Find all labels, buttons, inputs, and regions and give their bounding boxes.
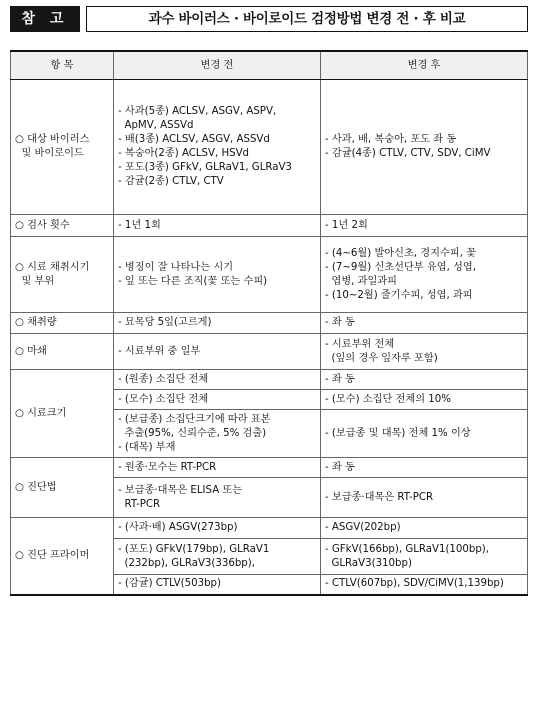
table-row	[11, 518, 528, 539]
before-cell	[114, 539, 321, 575]
after-cell	[321, 478, 528, 518]
cell-line: - (감귤) CTLV(503bp)	[118, 578, 221, 590]
table-header-row	[11, 51, 528, 80]
cell-line: ApMV, ASSVd	[118, 120, 194, 131]
row-item-cell	[11, 458, 114, 518]
cell-line: - (7~9월) 신초선단부 유엽, 성엽,	[325, 261, 476, 273]
table-body	[11, 80, 528, 595]
cell-line: 엽병, 과일과피	[325, 275, 397, 287]
after-cell	[321, 458, 528, 478]
table-row	[11, 80, 528, 215]
cell-line: (232bp), GLRaV3(336bp),	[118, 557, 255, 569]
cell-line: - (원종) 소집단 전체	[118, 373, 209, 385]
document-header	[10, 6, 528, 32]
table-row	[11, 215, 528, 237]
document-title: 과수 바이러스 · 바이로이드 검정방법 변경 전 · 후 비교	[86, 6, 528, 32]
cell-line: - 보급종·대목은 ELISA 또는	[118, 484, 243, 496]
before-cell	[114, 215, 321, 237]
cell-line: - 포도(3종) GFkV, GLRaV1, GLRaV3	[118, 162, 292, 173]
row-item-cell	[11, 80, 114, 215]
before-cell	[114, 478, 321, 518]
row-item-cell	[11, 518, 114, 595]
cell-line: - 1년 1회	[118, 219, 161, 231]
cell-line: - (보급종 및 대목) 전체 1% 이상	[325, 427, 471, 439]
cell-line: 및 부위	[15, 275, 55, 287]
after-cell	[321, 518, 528, 539]
cell-line: ○ 채취량	[15, 317, 57, 328]
after-cell	[321, 215, 528, 237]
cell-line: - 잎 또는 다른 조직(꽃 또는 수피)	[118, 275, 268, 287]
before-cell	[114, 334, 321, 370]
cell-line: - (보급종) 소집단크기에 따라 표본	[118, 413, 271, 425]
cell-line: - 보급종·대목은 RT-PCR	[325, 491, 434, 503]
cell-line: - 병징이 잘 나타나는 시기	[118, 261, 234, 273]
cell-line: - 원종·모수는 RT-PCR	[118, 461, 217, 473]
after-cell	[321, 334, 528, 370]
cell-line: ○ 시료크기	[15, 407, 67, 419]
table-row	[11, 458, 528, 478]
cell-line: - ASGV(202bp)	[325, 522, 401, 533]
before-cell	[114, 518, 321, 539]
cell-line: - (포도) GFkV(179bp), GLRaV1	[118, 543, 270, 555]
cell-line: ○ 검사 횟수	[15, 219, 70, 231]
after-cell	[321, 410, 528, 458]
after-cell	[321, 80, 528, 215]
cell-line: GLRaV3(310bp)	[325, 557, 412, 569]
table-row	[11, 237, 528, 313]
before-cell	[114, 313, 321, 334]
cell-line: ○ 마쇄	[15, 345, 47, 357]
cell-line: 및 바이로이드	[15, 148, 84, 159]
cell-line: - (4~6월) 발아신초, 경지수피, 꽃	[325, 247, 476, 259]
cell-line: - 시료부위 전체	[325, 338, 395, 350]
cell-line: RT-PCR	[118, 498, 161, 510]
table-row	[11, 313, 528, 334]
cell-line: - 묘목당 5잎(고르게)	[118, 317, 212, 328]
header-after: 변경 후	[321, 51, 528, 80]
reference-tag: 참 고	[10, 6, 80, 32]
cell-line: ○ 진단법	[15, 481, 57, 493]
before-cell	[114, 370, 321, 390]
cell-line: - GFkV(166bp), GLRaV1(100bp),	[325, 543, 490, 555]
cell-line: - (모수) 소집단 전체의 10%	[325, 393, 451, 405]
before-cell	[114, 80, 321, 215]
row-item-cell	[11, 237, 114, 313]
table-row	[11, 334, 528, 370]
before-cell	[114, 410, 321, 458]
cell-line: - 좌 동	[325, 317, 355, 328]
cell-line: - (사과·배) ASGV(273bp)	[118, 522, 238, 533]
comparison-table	[10, 50, 528, 596]
cell-line: - 사과, 배, 복숭아, 포도 좌 동	[325, 134, 457, 145]
header-before: 변경 전	[114, 51, 321, 80]
cell-line: - 감귤(2종) CTLV, CTV	[118, 176, 224, 187]
cell-line: - 좌 동	[325, 461, 355, 473]
before-cell	[114, 575, 321, 595]
cell-line: - 사과(5종) ACLSV, ASGV, ASPV,	[118, 106, 277, 117]
cell-line: - 복숭아(2종) ACLSV, HSVd	[118, 148, 250, 159]
before-cell	[114, 237, 321, 313]
after-cell	[321, 575, 528, 595]
after-cell	[321, 313, 528, 334]
header-item: 항 목	[11, 51, 114, 80]
cell-line: - (대목) 부재	[118, 441, 176, 453]
cell-line: - 배(3종) ACLSV, ASGV, ASSVd	[118, 134, 270, 145]
cell-line: - 좌 동	[325, 373, 355, 385]
before-cell	[114, 390, 321, 410]
cell-line: ○ 대상 바이러스	[15, 134, 90, 145]
after-cell	[321, 539, 528, 575]
table-row	[11, 370, 528, 390]
after-cell	[321, 370, 528, 390]
cell-line: - 감귤(4종) CTLV, CTV, SDV, CiMV	[325, 148, 491, 159]
cell-line: ○ 시료 채취시기	[15, 261, 90, 273]
cell-line: 추출(95%, 신뢰수준, 5% 검출)	[118, 427, 267, 439]
after-cell	[321, 237, 528, 313]
cell-line: - (10~2월) 줄기수피, 성엽, 과피	[325, 289, 473, 301]
cell-line: - 시료부위 중 일부	[118, 345, 201, 357]
row-item-cell	[11, 334, 114, 370]
after-cell	[321, 390, 528, 410]
row-item-cell	[11, 313, 114, 334]
row-item-cell	[11, 215, 114, 237]
row-item-cell	[11, 370, 114, 458]
cell-line: (잎의 경우 잎자루 포함)	[325, 352, 438, 364]
cell-line: - CTLV(607bp), SDV/CiMV(1,139bp)	[325, 578, 504, 590]
cell-line: - 1년 2회	[325, 219, 368, 231]
cell-line: - (모수) 소집단 전체	[118, 393, 209, 405]
before-cell	[114, 458, 321, 478]
cell-line: ○ 진단 프라이머	[15, 549, 90, 561]
